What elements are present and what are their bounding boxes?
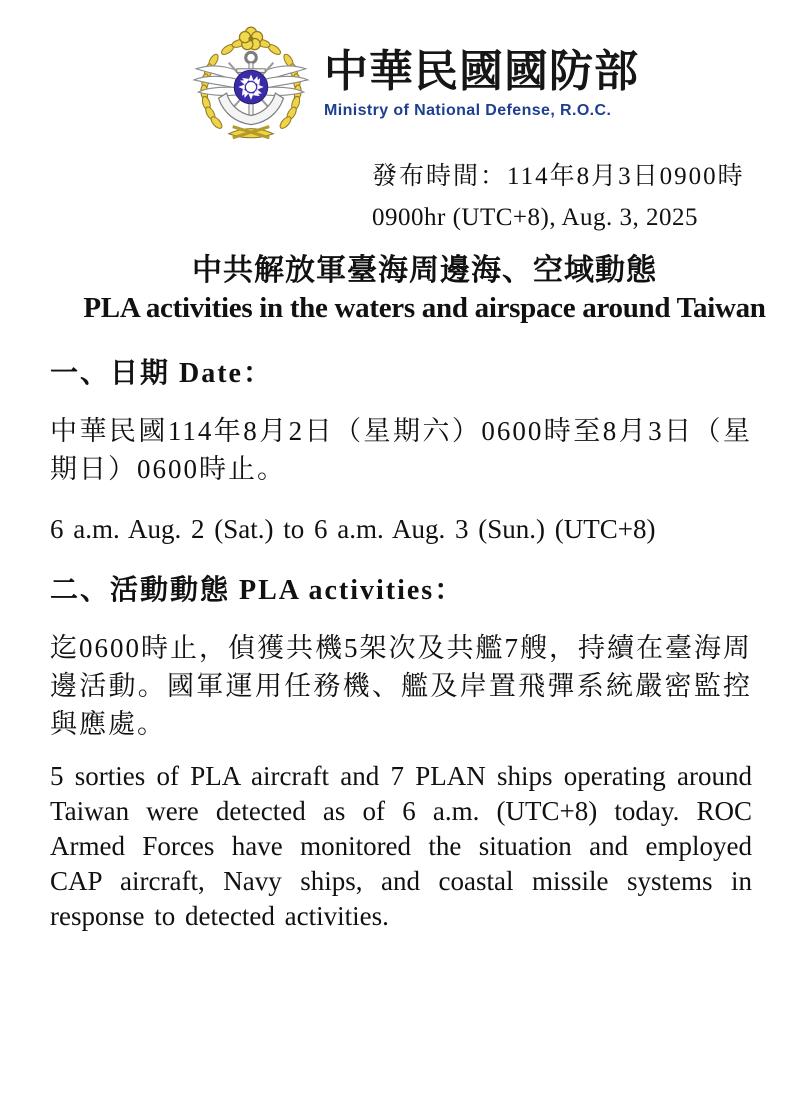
date-paragraph-zh: 中華民國114年8月2日（星期六）0600時至8月3日（星期日）0600時止。 (50, 416, 752, 484)
release-time-block (372, 156, 772, 238)
doc-title-en: PLA activities in the waters and airspace around Taiwan (83, 292, 766, 324)
plum-blossom-icon (239, 27, 262, 50)
header-text (324, 46, 654, 120)
section-2-heading: 二、活動動態 PLA activities： (50, 575, 465, 606)
ministry-title-zh: 中華民國國防部 (324, 47, 639, 96)
release-time-zh: 發布時間：114年8月3日0900時 (372, 163, 745, 190)
section-1-heading: 一、日期 Date： (50, 358, 273, 389)
doc-title-zh: 中共解放軍臺海周邊海、空域動態 (192, 254, 657, 287)
release-time-en: 0900hr (UTC+8), Aug. 3, 2025 (372, 204, 698, 231)
mnd-emblem-logo (184, 22, 318, 146)
sun-icon (234, 70, 268, 104)
activities-paragraph-en: 5 sorties of PLA aircraft and 7 PLAN ships operating around Taiwan were detected as of 6 a.m. (UTC+8) today. ROC Armed Forces have monitored the situation and employed CAP aircraft, Navy ships, and coastal missile systems in response to detected activities. (50, 761, 752, 931)
ministry-subtitle-en: Ministry of National Defense, R.O.C. (324, 102, 612, 119)
activities-paragraph-zh: 迄0600時止，偵獲共機5架次及共艦7艘，持續在臺海周邊活動。國軍運用任務機、艦及岸置飛彈系統嚴密監控與應處。 (50, 633, 752, 739)
date-paragraph-en: 6 a.m. Aug. 2 (Sat.) to 6 a.m. Aug. 3 (Sun.) (UTC+8) (50, 514, 656, 544)
document-title (56, 252, 793, 326)
